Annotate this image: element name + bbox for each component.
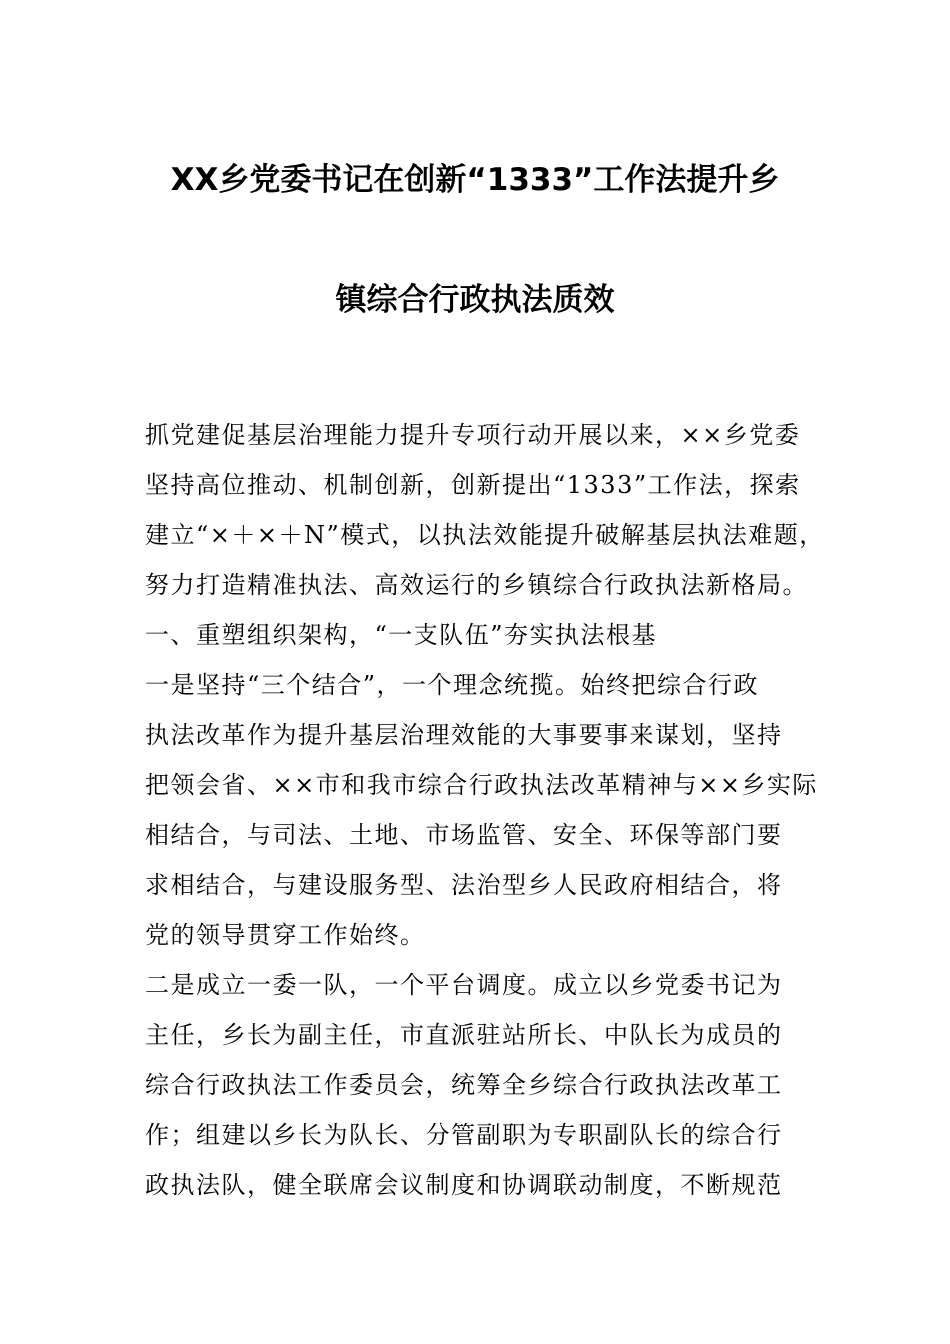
document-title-line-1: XX乡党委书记在创新“1333”工作法提升乡 bbox=[170, 162, 780, 198]
body-line: 努力打造精准执法、高效运行的乡镇综合行政执法新格局。 bbox=[145, 571, 808, 599]
body-line: 建立“×＋×＋N”模式，以执法效能提升破解基层执法难题， bbox=[145, 521, 825, 549]
body-line: 执法改革作为提升基层治理效能的大事要事来谋划，坚持 bbox=[145, 721, 783, 749]
body-line: 坚持高位推动、机制创新，创新提出“1333”工作法，探索 bbox=[145, 471, 801, 499]
section-heading: 一、重塑组织架构，“一支队伍”夯实执法根基 bbox=[145, 621, 658, 649]
body-line: 作；组建以乡长为队长、分管副职为专职副队长的综合行 bbox=[145, 1121, 783, 1149]
body-line: 把领会省、××市和我市综合行政执法改革精神与××乡实际 bbox=[145, 771, 818, 799]
body-line: 综合行政执法工作委员会，统筹全乡综合行政执法改革工 bbox=[145, 1071, 783, 1099]
body-line: 主任，乡长为副主任，市直派驻站所长、中队长为成员的 bbox=[145, 1021, 783, 1049]
body-line: 相结合，与司法、土地、市场监管、安全、环保等部门要 bbox=[145, 821, 783, 849]
body-line: 一是坚持“三个结合”，一个理念统揽。始终把综合行政 bbox=[145, 671, 760, 699]
body-line: 政执法队，健全联席会议制度和协调联动制度，不断规范 bbox=[145, 1171, 783, 1199]
document-body bbox=[145, 410, 825, 1210]
body-line: 党的领导贯穿工作始终。 bbox=[145, 921, 426, 949]
body-line: 抓党建促基层治理能力提升专项行动开展以来，××乡党委 bbox=[145, 421, 801, 449]
body-line: 二是成立一委一队，一个平台调度。成立以乡党委书记为 bbox=[145, 971, 783, 999]
document-title-line-2: 镇综合行政执法质效 bbox=[335, 282, 615, 318]
body-line: 求相结合，与建设服务型、法治型乡人民政府相结合，将 bbox=[145, 871, 783, 899]
